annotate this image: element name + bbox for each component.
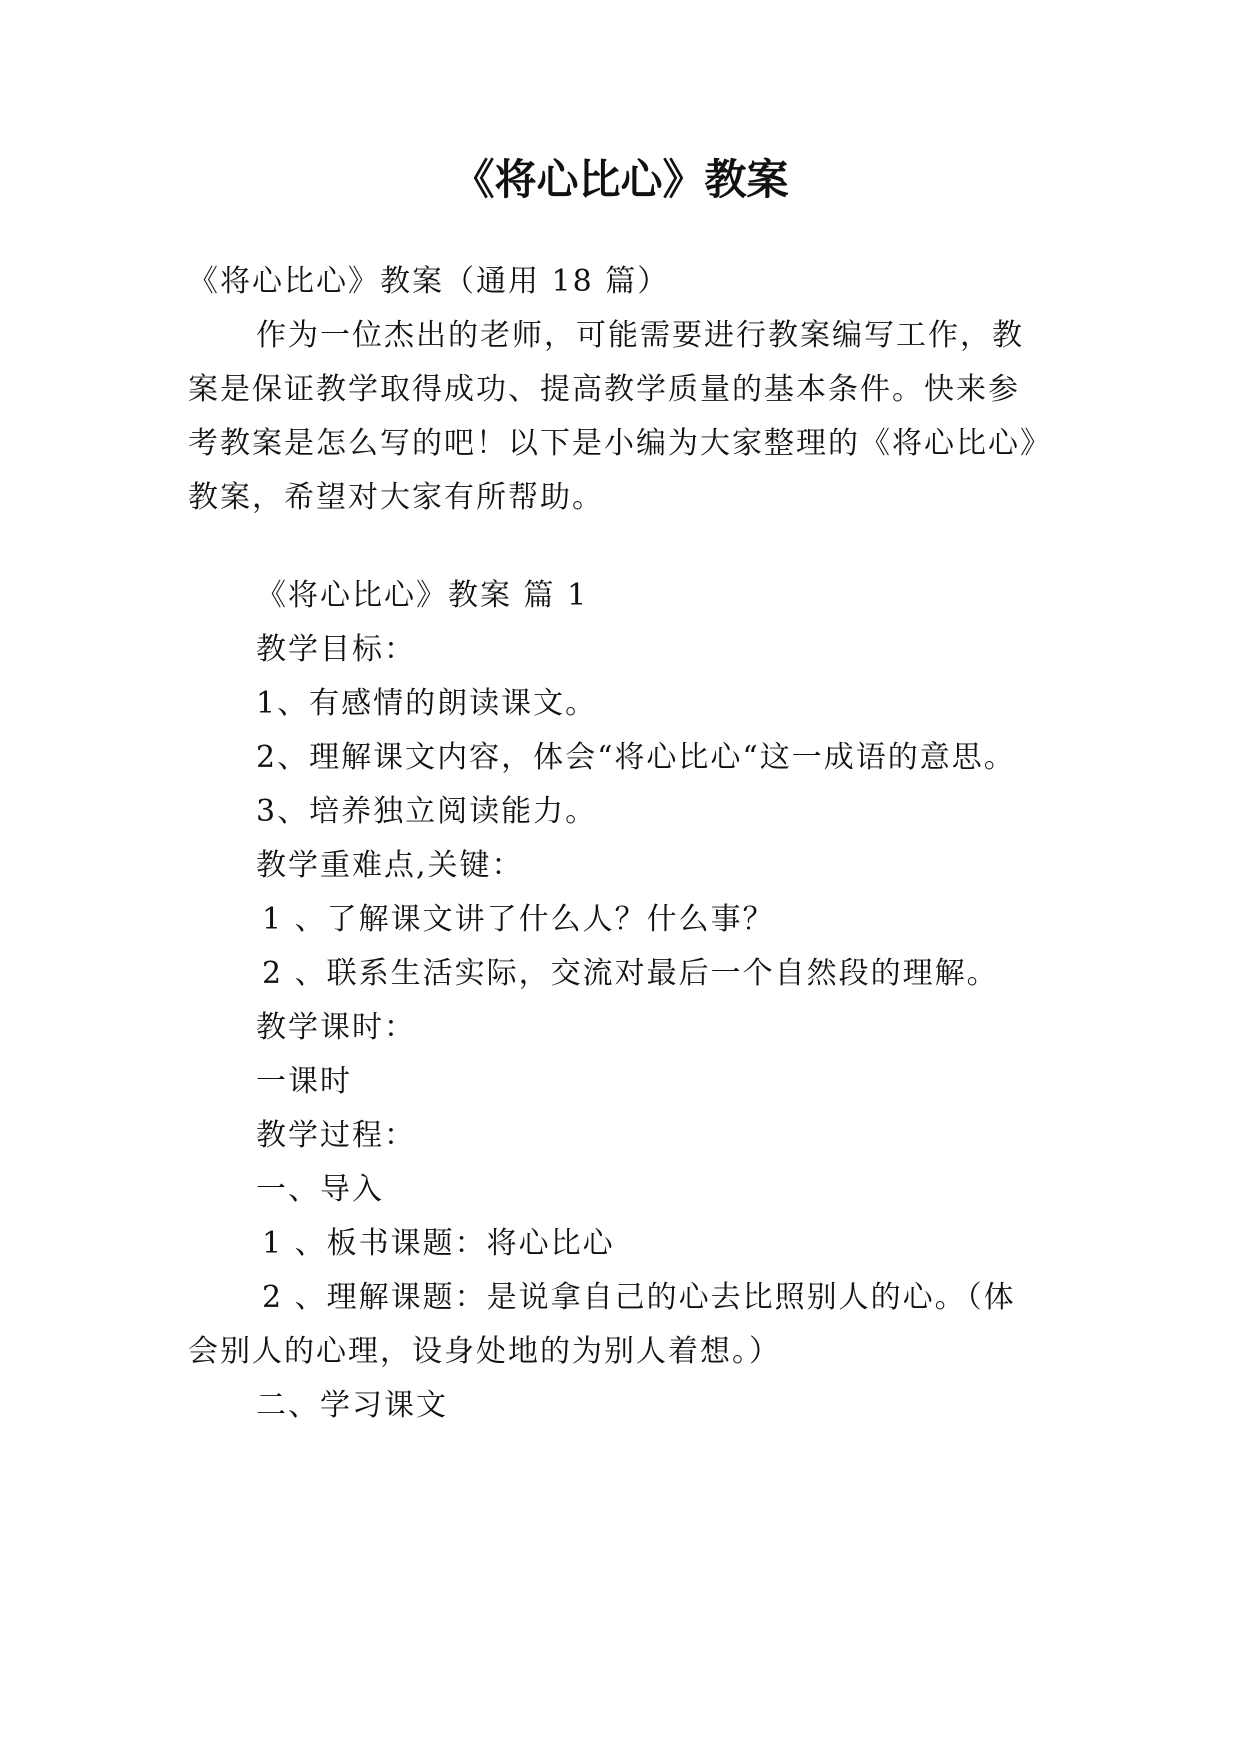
process-label: 教学过程： — [256, 1118, 416, 1153]
goal-item-3: 3、培养独立阅读能力。 — [256, 794, 598, 829]
study-heading: 二、学习课文 — [256, 1388, 448, 1423]
intro-item-1: 1 、板书课题：将心比心 — [262, 1226, 615, 1261]
intro-item-2-continued: 会别人的心理，设身处地的为别人着想。） — [188, 1334, 781, 1369]
key-point-item-2: 2 、联系生活实际，交流对最后一个自然段的理解。 — [262, 956, 999, 991]
goal-item-2: 2、理解课文内容，体会“将心比心“这一成语的意思。 — [256, 740, 1016, 775]
intro-line-4: 教案，希望对大家有所帮助。 — [188, 480, 604, 515]
intro-line-1: 作为一位杰出的老师，可能需要进行教案编写工作，教 — [256, 318, 1024, 353]
key-points-label: 教学重难点,关键： — [256, 848, 524, 883]
intro-item-2: 2 、理解课题：是说拿自己的心去比照别人的心。（体 — [262, 1280, 1016, 1315]
key-point-item-1: 1 、了解课文讲了什么人？什么事？ — [262, 902, 775, 937]
hours-value: 一课时 — [256, 1064, 352, 1099]
goals-label: 教学目标： — [256, 632, 416, 667]
document-title: 《将心比心》教案 — [452, 155, 789, 204]
goal-item-1: 1、有感情的朗读课文。 — [256, 686, 598, 721]
intro-line-2: 案是保证教学取得成功、提高教学质量的基本条件。快来参 — [188, 372, 1020, 407]
section-heading: 《将心比心》教案 篇 1 — [256, 578, 589, 613]
intro-line-3: 考教案是怎么写的吧！以下是小编为大家整理的《将心比心》 — [188, 426, 1052, 461]
hours-label: 教学课时： — [256, 1010, 416, 1045]
document-subtitle: 《将心比心》教案（通用 18 篇） — [188, 264, 670, 299]
intro-heading: 一、导入 — [256, 1172, 384, 1207]
